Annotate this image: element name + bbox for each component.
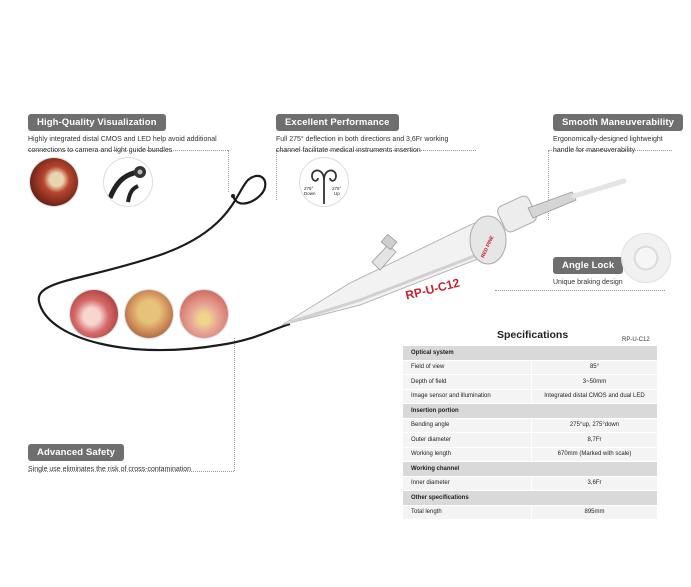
feature-angle-lock-title: Angle Lock [553, 257, 623, 274]
spec-section-header: Optical system [403, 346, 657, 360]
spec-section-header: Insertion portion [403, 404, 657, 419]
feature-performance-desc-line-2: channel facilitate medical instruments insertion [276, 146, 421, 154]
feature-visualization-title: High-Quality Visualization [28, 114, 166, 131]
deflection-diagram [300, 158, 348, 206]
handle-brand-text: RED PINE [480, 235, 496, 259]
angle-lock-closeup-image [622, 234, 670, 282]
spec-row-value: 8,7Fr [532, 433, 658, 448]
feature-performance-title: Excellent Performance [276, 114, 399, 131]
deflection-down-word: Down [304, 191, 316, 196]
endoscopic-view-image [30, 158, 78, 206]
strain-relief [528, 192, 576, 218]
spec-row-label: Working length [403, 447, 532, 462]
feature-angle-lock-desc: Unique braking design [553, 279, 623, 286]
spec-row-value: 3,6Fr [532, 476, 658, 491]
spec-row-label: Image sensor and illumination [403, 389, 532, 404]
spec-section-header: Working channel [403, 462, 657, 477]
model-label: RP-U-C12 [404, 275, 462, 303]
spec-row-label: Inner diameter [403, 476, 532, 491]
specifications-model: RP-U-C12 [622, 337, 650, 343]
spec-row-label: Field of view [403, 360, 532, 375]
feature-visualization [28, 112, 217, 156]
feature-maneuverability-desc-line-2: handle for maneuverability [553, 146, 636, 154]
spec-row-value: 275°up, 275°down [532, 418, 658, 433]
umbilical-cable [574, 181, 624, 196]
deflection-up-word: Up [334, 191, 340, 196]
spec-row-label: Bending angle [403, 418, 532, 433]
feature-visualization-desc-line-1: Highly integrated distal CMOS and LED help avoid additional [28, 136, 217, 143]
deflection-down-angle: 275° [304, 186, 314, 191]
feature-angle-lock [553, 255, 623, 289]
spec-row-label: Depth of field [403, 375, 532, 390]
spec-section-header: Other specifications [403, 491, 657, 506]
spec-row-value: 670mm (Marked with scale) [532, 447, 658, 462]
spec-row-label: Total length [403, 505, 532, 520]
feature-safety-title: Advanced Safety [28, 444, 124, 461]
spec-row-value: 895mm [532, 505, 658, 520]
feature-performance [276, 112, 448, 156]
deflection-up-angle: 275° [332, 186, 342, 191]
specifications-title: Specifications [497, 329, 569, 341]
port-cap [381, 234, 397, 249]
clinical-image-2 [125, 290, 173, 338]
clinical-image-1 [70, 290, 118, 338]
distal-tip [231, 194, 235, 198]
feature-maneuverability-title: Smooth Maneuverability [553, 114, 683, 131]
specifications-table [403, 346, 657, 520]
feature-maneuverability-desc-line-1: Ergonomically-designed lightweight [553, 136, 663, 143]
distal-tip-closeup-image [104, 158, 152, 206]
feature-performance-desc-line-1: Full 275° deflection in both directions and 3,6Fr working [276, 136, 449, 143]
spec-row-value: 85° [532, 360, 658, 375]
spec-row-value: 3~50mm [532, 375, 658, 390]
clinical-image-3 [180, 290, 228, 338]
feature-safety-desc: Single use eliminates the risk of cross-contamination [28, 466, 192, 473]
feature-safety [28, 442, 191, 476]
spec-row-label: Outer diameter [403, 433, 532, 448]
spec-row-value: Integrated distal CMOS and dual LED [532, 389, 658, 404]
feature-maneuverability [553, 112, 683, 156]
feature-visualization-desc-line-2: connections to camera and light guide bundles [28, 146, 173, 154]
